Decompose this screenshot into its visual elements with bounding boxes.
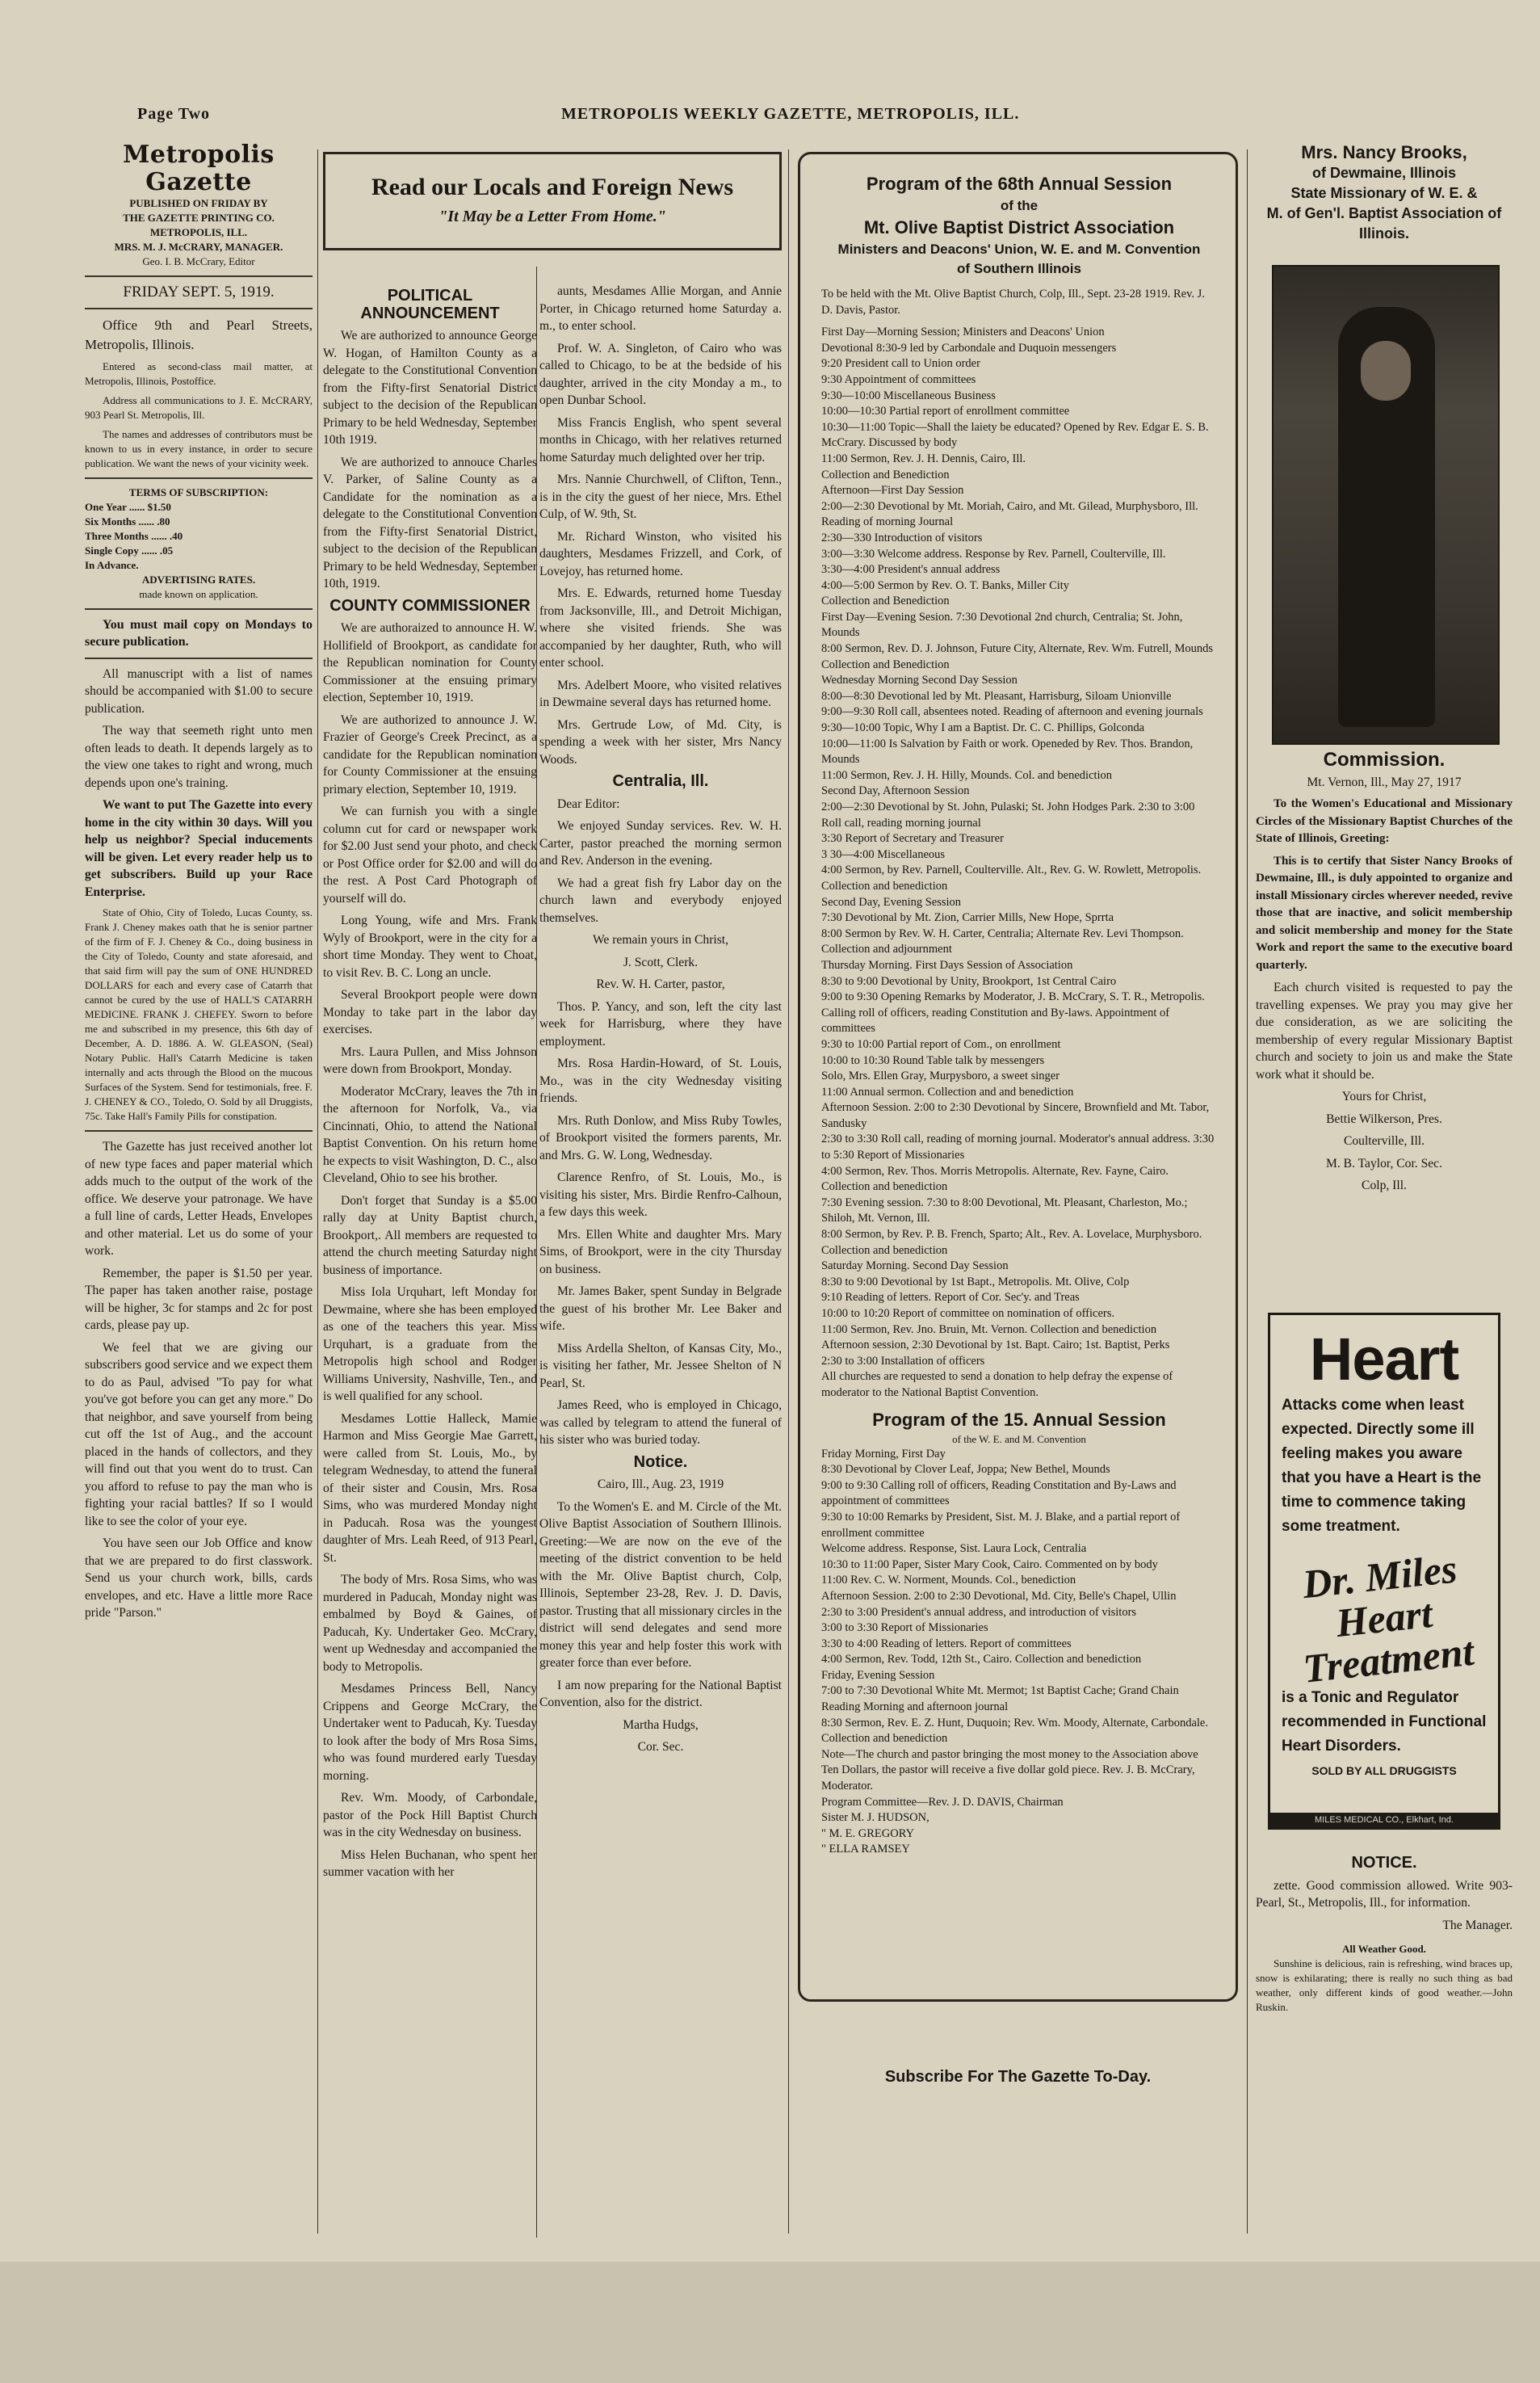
article-text: Mrs. Laura Pullen, and Miss Johnson were down from Brookport, Monday. (323, 1044, 537, 1076)
program-line: 9:30 Appointment of committees (821, 372, 976, 386)
program-line: 3:30 to 4:00 Reading of letters. Report of committees (821, 1637, 1072, 1650)
program-line: 10:00 to 10:30 Round Table talk by messengers (821, 1053, 1045, 1067)
program-line: Friday, Evening Session (821, 1668, 935, 1682)
column-commission (1256, 751, 1513, 1301)
article-text: Clarence Renfro, of St. Louis, Mo., is visiting his sister, Mrs. Birdie Renfro-Calhoun, a few days this week. (539, 1170, 782, 1219)
article-text: Mrs. Rosa Hardin-Howard, of St. Louis, Mo., was in the city Wednesday visiting friends. (539, 1057, 782, 1105)
section-heading: All Weather Good. (1342, 1943, 1426, 1955)
mail-notice: Entered as second-class mail matter, at Metropolis, Illinois, Postoffice. (85, 359, 313, 387)
article-text: Dear Editor: (557, 796, 620, 811)
article-signature: J. Scott, Clerk. (623, 955, 699, 969)
terms-line: Single Copy ...... .05 (85, 544, 174, 557)
program-line: 10:00—10:30 Partial report of enrollment committee (821, 405, 1070, 418)
portrait-photo (1272, 265, 1500, 745)
program-line: 7:30 Devotional by Mt. Zion, Carrier Mills, New Hope, Sprrta (821, 911, 1114, 925)
program-line: 11:00 Rev. C. W. Norment, Mounds. Col., benediction (821, 1574, 1076, 1587)
program-line: 8:30 to 9:00 Devotional by 1st Bapt., Metropolis. Mt. Olive, Colp (821, 1275, 1130, 1288)
article-text: Mrs. Gertrude Low, of Md. City, is spending a week with her sister, Mrs Nancy Woods. (539, 717, 782, 767)
divider (85, 477, 313, 479)
program-line: First Day—Evening Sesion. 7:30 Devotional 2nd church, Centralia; St. John, Mounds (821, 610, 1183, 640)
article-signature: The Manager. (1442, 1918, 1513, 1932)
program-schedule (821, 325, 1217, 1401)
article-text: We remain yours in Christ, (592, 933, 729, 947)
article-text: The body of Mrs. Rosa Sims, who was murdered in Paducah, Monday night was embalmed by Boyd & Gaines, of Paducah, Ky. Undertaker Geo. McCrary, went up Wednesday and accompanied the body to Metropolis. (323, 1573, 537, 1674)
catarrh-ad: State of Ohio, City of Toledo, Lucas County, ss. Frank J. Cheney makes oath that he is senior partner of the firm of F. J. Cheney & Co., doing business in the City of Toledo, County and state aforesaid, and that said firm will pay the sum of ONE HUNDRED DOLLARS for each and every case of Catarrh that cannot be cured by the use of HALL'S CATARRH MEDICINE. FRANK J. CHEFEY. Sworn to before me and subscribed in my presence, this 6th day of December, A. D. 1886. A. W. GLEASON, (Seal) Notary Public. Hall's Catarrh Medicine is taken internally and acts through the Blood on the mucous Surfaces of the System. Send for testimonials, free. F. J. CHENEY & CO., Toledo, O. Sold by all Druggists, 75c. Take Hall's Family Pills for constipation. (85, 906, 313, 1122)
column-notice (1256, 1850, 1513, 2238)
divider (85, 608, 313, 610)
program-line: 4:00 Sermon, by Rev. Parnell, Coulterville. Alt., Rev. G. W. Rowlett, Metropolis. Collection and benediction (821, 864, 1202, 893)
program-title: of the (1000, 198, 1039, 213)
article-text: Mrs. Adelbert Moore, who visited relatives in Dewmaine several days has returned home. (539, 678, 782, 709)
article-text: The Gazette has just received another lot of new type faces and paper material which adds much to the output of the work of the office. We deserve your patronage. We have a full line of cards, Letter Heads, Envelopes and other material. Let us do some of your work. (85, 1140, 313, 1258)
program-line: 8:00 Sermon, by Rev. P. B. French, Sparto; Alt., Rev. A. Lovelace, Murphysboro. Collection and benediction (821, 1228, 1202, 1257)
missionary-heading: State Missionary of W. E. & (1290, 185, 1478, 201)
program-line: Afternoon Session. 2:00 to 2:30 Devotional by Sincere, Brownfield and Mt. Tabor, Sandusky (821, 1101, 1210, 1130)
ad-headline: Heart (1309, 1326, 1459, 1393)
program-line: Second Day, Afternoon Session (821, 784, 970, 798)
article-text: Miss Francis English, who spent several months in Chicago, with her relatives returned home Saturday much delighted over her trip. (539, 415, 782, 464)
article-text: Sunshine is delicious, rain is refreshing, wind braces up, snow is exhilarating; there is really no such thing as bad weather, only different kinds of good weather.—John Ruskin. (1256, 1957, 1513, 2013)
article-text: Long Young, wife and Mrs. Frank Wyly of Brookport, were in the city for a short time Monday. They went to Choat, to visit Rev. B. C. Long an uncle. (323, 914, 537, 980)
program-line: " M. E. GREGORY (821, 1826, 915, 1840)
article-text: Mrs. Nannie Churchwell, of Clifton, Tenn., is in the city the guest of her niece, Mrs. Ethel Culp, of W. 9th, St. (539, 473, 782, 521)
terms-line: In Advance. (85, 558, 139, 571)
program-line: 3:00—3:30 Welcome address. Response by Rev. Parnell, Coulterville, Ill. (821, 547, 1166, 561)
program-line: Afternoon—First Day Session (821, 484, 964, 498)
program-line: 8:00 Sermon, Rev. D. J. Johnson, Future City, Alternate, Rev. Wm. Futrell, Mounds (821, 642, 1214, 656)
program-line: 9:30 to 10:00 Partial report of Com., on enrollment (821, 1037, 1061, 1051)
program-line: 4:00 Sermon, Rev. Thos. Morris Metropolis. Alternate, Rev. Fayne, Cairo. Collection and benediction (821, 1164, 1169, 1194)
article-text: Thos. P. Yancy, and son, left the city last week for Harrisburg, where they have employment. (539, 999, 782, 1049)
publisher-line: THE GAZETTE PRINTING CO. (123, 212, 275, 224)
program-line: 9:10 Reading of letters. Report of Cor. Sec'y. and Treas (821, 1291, 1080, 1305)
divider (85, 275, 313, 277)
article-text: We had a great fish fry Labor day on the church lawn and everybody enjoyed themselves. (539, 876, 782, 925)
program-line: 3:00 to 3:30 Report of Missionaries (821, 1621, 988, 1635)
divider (85, 308, 313, 309)
contributors-notice: The names and addresses of contributors must be known to us in every instance, in order to secure publication. We want the news of your vicinity week. (85, 427, 313, 469)
program-line: 10:00 to 10:20 Report of committee on nomination of officers. (821, 1307, 1114, 1320)
terms-line: Three Months ...... .40 (85, 529, 183, 542)
program-line: 3:30—4:00 President's annual address (821, 563, 1001, 577)
program-line: Collection and Benediction (821, 468, 950, 481)
article-text: Miss Iola Urquhart, left Monday for Dewmaine, where she has been employed as one of the teachers this year. Miss Urquhart, is a graduate from the Metropolis high school and Rodger Williams University, Nashville, Ten., and is well qualified for any school. (323, 1285, 537, 1403)
article-text: Miss Ardella Shelton, of Kansas City, Mo., is visiting her father, Mr. Jessee Shelton of N Pearl, St. (539, 1341, 782, 1390)
program-line: Friday Morning, First Day (821, 1447, 946, 1460)
program-line: Thursday Morning. First Days Session of Association (821, 958, 1073, 972)
article-text: Don't forget that Sunday is a $5.00 rally day at Unity Baptist church, Brookport,. All members are requested to attend the church meeting Saturday night business of importance. (323, 1193, 537, 1277)
article-text: To the Women's E. and M. Circle of the Mt. Olive Baptist Association of Southern Illinois. Greeting:—We are now on the eve of the meeting of the district convention to be held with the Mr. Olive Baptist church, Colp, Illinois, September 23-28, Rev. J. D. Davis, pastor. Trusting that all missionary circles in the district will send delegates and send more money this year and help foster this work with greater force than ever before. (539, 1499, 782, 1670)
program-line: 10:00—11:00 Is Salvation by Faith or work. Openeded by Rev. Thos. Brandon, Mounds (821, 737, 1194, 767)
article-text: Each church visited is requested to pay the travelling expenses. We pray you may give her due consideration, as we are soliciting the membership of every regular Missionary Baptist church and society to join us and make the State work what it should be. (1256, 981, 1513, 1082)
article-text: Mesdames Lottie Halleck, Mamie Harmon and Miss Georgie Mae Garrett, were called from St. Louis, Mo., by telegram Wednesday, to attend the funeral of their sister and Cousin, Mrs. Rosa Sims, who was murdered Monday night in Paducah. Rosa was the youngest daughter of Mrs. Leah Reed, of 913 Pearl, St. (323, 1411, 537, 1565)
mail-copy-notice: You must mail copy on Mondays to secure publication. (85, 617, 313, 649)
section-heading: POLITICAL ANNOUNCEMENT (360, 287, 500, 322)
divider (85, 1130, 313, 1132)
article-text: Prof. W. A. Singleton, of Cairo who was called to Chicago, to be at the bedside of his daughter, arrived in the city Monday a m., to open Dunbar School. (539, 341, 782, 407)
article-text: Several Brookport people were down Monday to take part in the labor day exercises. (323, 988, 537, 1036)
article-text: We are authorized to announce George W. Hogan, of Hamilton County as a delegate to the Constitutional Convention from the Fifty-first Senatorial District subject to the decision of the Republican Primary to be held Wednesday, September 10th 1919. (323, 329, 537, 447)
masthead: Metropolis Gazette (123, 141, 275, 196)
program-line: 9:00—9:30 Roll call, absentees noted. Reading of afternoon and evening journals (821, 705, 1203, 719)
program-line: Reading Morning and afternoon journal (821, 1700, 1009, 1714)
page-number: Page Two (137, 105, 211, 123)
ad-text: is a Tonic and Regulator recommended in Functional Heart Disorders. (1282, 1689, 1487, 1755)
section-heading: Centralia, Ill. (612, 772, 709, 790)
article-text: This is to certify that Sister Nancy Brooks of Dewmaine, Ill., is duly appointed to organize and install Missionary circles wherever needed, revive those that are inactive, and solicit membership and solicit membership and money for the State Work and report the same to the executive board quarterly. (1256, 854, 1513, 972)
program-line: 3:30 Report of Secretary and Treasurer (821, 832, 1004, 846)
article-text: The way that seemeth right unto men often leads to death. It depends largely as to the view one takes to right and wrong, much depends upon one's training. (85, 724, 313, 790)
article-text: We are authorized to announce J. W. Frazier of George's Creek Precinct, as a candidate for the Republican nomination for County Commissioner at the ensuing primary election, September 10, 1919. (323, 712, 537, 796)
section-heading: NOTICE. (1351, 1854, 1417, 1872)
column-masthead (85, 141, 313, 2242)
program-title: Program of the 15. Annual Session (872, 1409, 1166, 1430)
program-line: Collection and Benediction (821, 595, 950, 608)
program-line: Saturday Morning. Second Day Session (821, 1259, 1009, 1273)
article-text: Mr. James Baker, spent Sunday in Belgrade the guest of his brother Mr. Lee Baker and wife. (539, 1284, 782, 1333)
publisher-line: PUBLISHED ON FRIDAY BY (129, 197, 268, 209)
article-text: All manuscript with a list of names should be accompanied with $1.00 to secure publication. (85, 666, 313, 716)
article-signature: Martha Hudgs, (623, 1717, 699, 1732)
program-line: Collection and benediction (821, 1732, 948, 1746)
publisher-line: MRS. M. J. McCRARY, MANAGER. (114, 241, 283, 253)
article-dateline: Cairo, Ill., Aug. 23, 1919 (597, 1477, 724, 1491)
section-heading: COUNTY COMMISSIONER (329, 596, 531, 615)
article-text: We feel that we are giving our subscribers good service and we expect them to do as Paul, advised "To pay for what you've got before you can get any more." Do that neighbor, and save yourself from being cut off the 1st of Aug., and the account placed in the hands of collectors, and they will find out that you went do to trust. Can you afford to refuse to pay the man who is fighting your racial battles? If so I would like to see the color of your eye. (85, 1340, 313, 1528)
box-headline: Read our Locals and Foreign News (371, 174, 734, 200)
commission-heading: Commission. (1323, 751, 1446, 771)
address-notice: Address all communications to J. E. McCRARY, 903 Pearl St. Metropolis, Ill. (85, 393, 313, 421)
program-line: 8:00 Sermon by Rev. W. H. Carter, Centralia; Alternate Rev. Levi Thompson. Collection and adjournment (821, 927, 1184, 956)
section-heading: Notice. (633, 1452, 688, 1471)
program-line: 7:30 Evening session. 7:30 to 8:00 Devotional, Mt. Pleasant, Charleston, Mo.; Shiloh, Mt. Vernon, Ill. (821, 1196, 1188, 1225)
missionary-heading: M. of Gen'l. Baptist Association of Illinois. (1266, 205, 1502, 242)
advertising-note: made known on application. (139, 587, 258, 600)
terms-line: One Year ...... $1.50 (85, 500, 171, 513)
article-text: Mr. Richard Winston, who visited his daughters, Mesdames Frizzell, and Cork, of Lovejoy, has returned home. (539, 529, 782, 578)
program-title: of the W. E. and M. Convention (952, 1432, 1086, 1445)
program-line: 11:00 Sermon, Rev. J. H. Dennis, Cairo, Ill. (821, 452, 1026, 465)
program-line: Solo, Mrs. Ellen Gray, Murpysboro, a sweet singer (821, 1070, 1060, 1083)
program-line: 8:30 to 9:00 Devotional by Unity, Brookport, 1st Central Cairo (821, 974, 1117, 988)
program-line: 2:30 to 3:00 President's annual address, and introduction of visitors (821, 1605, 1137, 1619)
program-line: 11:00 Sermon, Rev. J. H. Hilly, Mounds. Col. and benediction (821, 768, 1113, 782)
divider (85, 658, 313, 659)
article-signature: Cor. Sec. (637, 1740, 684, 1754)
article-text: zette. Good commission allowed. Write 903-Pearl, St., Metropolis, Ill., for information. (1256, 1878, 1513, 1910)
program-content (821, 172, 1217, 1858)
article-text: You have seen our Job Office and know that we are prepared to do first classwork. Send us your church work, bills, cards envelopes, and etc. Have a little more Race pride "Parson." (85, 1536, 313, 1620)
program-line: Afternoon Session. 2:00 to 2:30 Devotional, Md. City, Belle's Chapel, Ullin (821, 1589, 1177, 1603)
program-line: Second Day, Evening Session (821, 895, 962, 909)
program-line: 7:00 to 7:30 Devotional White Mt. Mermot; 1st Baptist Cache; Grand Chain (821, 1684, 1179, 1698)
article-text: I am now preparing for the National Baptist Convention, also for the district. (539, 1678, 782, 1709)
program-line: 9:20 President call to Union order (821, 357, 980, 371)
article-text: Mesdames Princess Bell, Nancy Crippens and George McCrary, the Undertaker went to Paducah, Ky. Tuesday to look after the body of Mrs Rosa Sims, who was found murdered early Tuesday morning. (323, 1682, 537, 1783)
terms-line: Six Months ...... .80 (85, 515, 170, 527)
program-line: Program Committee—Rev. J. D. DAVIS, Chairman (821, 1795, 1064, 1809)
ad-brand: Dr. Miles Heart Treatment (1300, 1545, 1476, 1692)
article-text: We want to put The Gazette into every home in the city within 30 days. Will you help us neighbor? Special inducements will be given. Let every reader help us to get subscribers. Build up your Race Enterprise. (85, 798, 313, 899)
program-line: Collection and Benediction (821, 658, 950, 671)
ad-footer: MILES MEDICAL CO., Elkhart, Ind. (1270, 1813, 1498, 1827)
article-signature: Coulterville, Ill. (1343, 1134, 1425, 1148)
program-line: All churches are requested to send a donation to help defray the expense of moderator to the National Baptist Convention. (821, 1370, 1173, 1399)
program-line: 8:30 Devotional by Clover Leaf, Joppa; New Bethel, Mounds (821, 1463, 1110, 1477)
article-text: Mrs. Ellen White and daughter Mrs. Mary Sims, of Brookport, were in the city Thursday on business. (539, 1227, 782, 1276)
publisher-line: Geo. I. B. McCrary, Editor (142, 255, 255, 267)
article-signature: Rev. W. H. Carter, pastor, (596, 977, 725, 991)
article-text: aunts, Mesdames Allie Morgan, and Annie Porter, in Chicago returned home Saturday a. m., to enter school. (539, 284, 782, 333)
article-text: We can furnish you with a single column cut for card or newspaper work for $2.00 Just send your photo, and check or Post Office order for $2.00 and will do the rest. A Post Card Photograph of yourself will do. (323, 805, 537, 906)
newspaper-title: METROPOLIS WEEKLY GAZETTE, METROPOLIS, ILL. (561, 105, 1020, 123)
portrait-face (1361, 341, 1411, 401)
article-signature: Bettie Wilkerson, Pres. (1326, 1112, 1442, 1126)
article-text: Moderator McCrary, leaves the 7th in the afternoon for Norfolk, Va., via Cincinnati, Ohio, to attend the National Baptist Convention. On his return home he expects to visit Washington, D. C., also Cleveland, Ohio to see his brother. (323, 1084, 537, 1185)
article-text: We are authorized to annouce Charles V. Parker, of Saline County as a Candidate for the nomination as a delegate to the Constitutional Convention from the Fifty-first Senatorial District, subject to the decision of the Republican Primary to be held Wednesday, September 10th, 1919. (323, 455, 537, 590)
program-title: Mt. Olive Baptist District Association (863, 217, 1175, 237)
article-signature: Yours for Christ, (1341, 1090, 1427, 1103)
program-line: 10:30—11:00 Topic—Shall the laiety be educated? Opened by Rev. Edgar E. S. B. McCrary. Discussed by body (821, 420, 1209, 450)
article-text: We enjoyed Sunday services. Rev. W. H. Carter, pastor preached the morning sermon and Rev. Anderson in the evening. (539, 819, 782, 868)
program-line: Sister M. J. HUDSON, (821, 1811, 929, 1825)
program-title: Ministers and Deacons' Union, W. E. and M. Convention (837, 242, 1201, 257)
program-line: 10:30 to 11:00 Paper, Sister Mary Cook, Cairo. Commented on by body (821, 1557, 1158, 1571)
column-locals (539, 283, 782, 2383)
advertising-rates: ADVERTISING RATES. (141, 573, 256, 586)
program-line: 2:30 to 3:00 Installation of officers (821, 1354, 985, 1368)
article-text: Remember, the paper is $1.50 per year. The paper has taken another raise, postage will be higher, 3c for stamps and 2c for post cards, please pay up. (85, 1266, 313, 1332)
program-line: Wednesday Morning Second Day Session (821, 674, 1018, 687)
column-rule (788, 149, 789, 2234)
ad-text: SOLD BY ALL DRUGGISTS (1311, 1764, 1457, 1777)
program-line: 2:30 to 3:30 Roll call, reading of morning journal. Moderator's annual address. 3:30 to 5:30 Report of Missionaries (821, 1133, 1215, 1162)
program-line: 9:00 to 9:30 Calling roll of officers, Reading Constitation and By-Laws and appointment of committees (821, 1478, 1177, 1508)
program-line: 2:00—2:30 Devotional by Mt. Moriah, Cairo, and Mt. Gilead, Murphysboro, Ill. (821, 499, 1198, 513)
program-line: 3 30—4:00 Miscellaneous (821, 847, 946, 861)
program-line: 9:30 to 10:00 Remarks by President, Sist. M. J. Blake, and a partial report of enrollment committee (821, 1510, 1181, 1540)
article-signature: M. B. Taylor, Cor. Sec. (1326, 1156, 1442, 1170)
article-text: Mrs. E. Edwards, returned home Tuesday from Jacksonville, Ill., and Detroit Michigan, where she visited friends. She was accompanied by her daughter, Ruth, who will enter school. (539, 586, 782, 670)
program-line: 11:00 Annual sermon. Collection and and benediction (821, 1085, 1074, 1099)
article-text: To the Women's Educational and Missionary Circles of the Missionary Baptist Churches of the State of Illinois, Greeting: (1256, 797, 1513, 845)
program-line: 8:00—8:30 Devotional led by Mt. Pleasant, Harrisburg, Siloam Unionville (821, 689, 1172, 703)
page-header (137, 100, 1446, 132)
office-address: Office 9th and Pearl Streets, Metropolis, Illinois. (85, 317, 313, 352)
program-line: Devotional 8:30-9 led by Carbondale and Duquoin messengers (821, 341, 1117, 355)
program-line: 4:00—5:00 Sermon by Rev. O. T. Banks, Miller City (821, 578, 1070, 592)
article-dateline: Mt. Vernon, Ill., May 27, 1917 (1307, 775, 1462, 789)
column-rule (1247, 149, 1248, 2234)
program-line: First Day—Morning Session; Ministers and Deacons' Union (821, 326, 1105, 339)
missionary-heading: of Dewmaine, Illinois (1311, 165, 1457, 181)
article-text: James Reed, who is employed in Chicago, was called by telegram to attend the funeral of his sister who was buried today. (539, 1398, 782, 1447)
program-line: 9:00 to 9:30 Opening Remarks by Moderator, J. B. McCrary, S. T. R., Metropolis. Calling roll of officers, reading Constitution and By-laws. Appointment of committees (821, 990, 1205, 1036)
program-line: 4:00 Sermon, Rev. Todd, 12th St., Cairo. Collection and benediction (821, 1653, 1142, 1666)
program-line: " ELLA RAMSEY (821, 1843, 910, 1856)
issue-date: FRIDAY SEPT. 5, 1919. (123, 284, 275, 301)
program-line: 9:30—10:00 Miscellaneous Business (821, 389, 996, 402)
terms-title: TERMS OF SUBSCRIPTION: (128, 485, 269, 498)
subscribe-banner: Subscribe For The Gazette To-Day. (884, 2068, 1152, 2086)
ad-text: Attacks come when least expected. Directly some ill feeling makes you aware that you have a Heart is the time to commence taking some treatment. (1282, 1397, 1482, 1535)
program-line: Reading of morning Journal (821, 515, 954, 529)
program-schedule (821, 1447, 1217, 1858)
program-box (798, 152, 1238, 2002)
program-line: 11:00 Sermon, Rev. Jno. Bruin, Mt. Vernon. Collection and benediction (821, 1322, 1157, 1336)
program-line: 9:30—10:00 Topic, Why I am a Baptist. Dr. C. C. Phillips, Golconda (821, 721, 1145, 735)
column-political (323, 283, 537, 2383)
column-rule (317, 149, 318, 2234)
heart-treatment-ad (1268, 1313, 1500, 1830)
program-line: Welcome address. Response, Sist. Laura Lock, Centralia (821, 1542, 1087, 1556)
article-text: Mrs. Ruth Donlow, and Miss Ruby Towles, of Brookport visited the formers parents, Mr. and Mrs. G. W. Long, Wednesday. (539, 1113, 782, 1162)
program-line: Note—The church and pastor bringing the most money to the Association above Ten Dollars, the pastor will receive a five dollar gold piece. Rev. J. B. McCrary, Moderator. (821, 1747, 1198, 1793)
program-intro: To be held with the Mt. Olive Baptist Church, Colp, Ill., Sept. 23-28 1919. Rev. J. D. Davis, Pastor. (821, 288, 1205, 317)
missionary-name: Mrs. Nancy Brooks, (1301, 142, 1467, 162)
article-text: Rev. Wm. Moody, of Carbondale, pastor of the Pock Hill Baptist Church was in the city Wednesday on business. (323, 1791, 537, 1839)
program-line: 2:30—330 Introduction of visitors (821, 531, 983, 544)
box-subline: "It May be a Letter From Home." (439, 208, 666, 225)
publisher-line: METROPOLIS, ILL. (149, 226, 248, 238)
program-line: 2:00—2:30 Devotional by St. John, Pulaski; St. John Hodges Park. 2:30 to 3:00 Roll call, reading morning journal (821, 801, 1195, 830)
program-line: 8:30 Sermon, Rev. E. Z. Hunt, Duquoin; Rev. Wm. Moody, Alternate, Carbondale. (821, 1716, 1208, 1729)
article-text: Miss Helen Buchanan, who spent her summer vacation with her (323, 1847, 537, 1879)
article-signature: Colp, Ill. (1362, 1179, 1407, 1192)
locals-news-box (323, 152, 782, 250)
program-title: of Southern Illinois (957, 261, 1081, 276)
program-title: Program of the 68th Annual Session (866, 174, 1173, 194)
program-line: Afternoon session, 2:30 Devotional by 1st. Bapt. Cairo; 1st. Baptist, Perks (821, 1339, 1170, 1352)
article-text: We are authoraized to announce H. W. Hollifield of Brookport, as candidate for the Republican nomination for County Commissioner at the ensuing primary election, September 10, 1919. (323, 621, 537, 704)
